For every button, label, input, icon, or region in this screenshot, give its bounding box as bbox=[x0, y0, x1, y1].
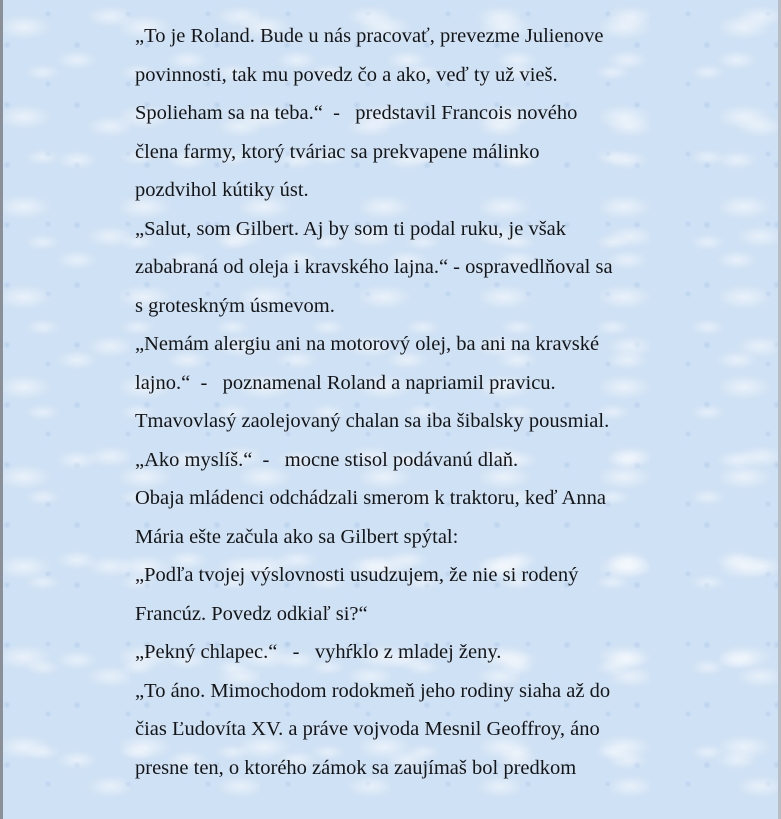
text-line: čias Ľudovíta XV. a práve vojvoda Mesnil Geoffroy, áno bbox=[135, 718, 600, 740]
text-line: „Podľa tvojej výslovnosti usudzujem, že nie si rodený bbox=[135, 564, 579, 586]
text-line: Mária ešte začula ako sa Gilbert spýtal: bbox=[135, 525, 459, 548]
text-line: „Salut, som Gilbert. Aj by som ti podal ruku, je však bbox=[135, 217, 567, 240]
text-line: „Pekný chlapec.“ - vyhŕklo z mladej ženy. bbox=[135, 641, 502, 663]
text-line: povinnosti, tak mu povedz čo a ako, veď ty už vieš. bbox=[135, 63, 558, 86]
text-line: „Ako myslíš.“ - mocne stisol podávanú dlaň. bbox=[135, 448, 519, 471]
text-line: pozdvihol kútiky úst. bbox=[135, 179, 309, 201]
text-line: člena farmy, ktorý tváriac sa prekvapene málinko bbox=[135, 140, 540, 163]
text-line: Tmavovlasý zaolejovaný chalan sa iba šibalsky pousmial. bbox=[135, 410, 610, 432]
text-line: Obaja mládenci odchádzali smerom k traktoru, keď Anna bbox=[135, 487, 606, 509]
text-line: „Nemám alergiu ani na motorový olej, ba ani na kravské bbox=[135, 333, 600, 355]
text-line: zababraná od oleja i kravského lajna.“ - ospravedlňoval sa bbox=[135, 256, 613, 278]
text-line: „To je Roland. Bude u nás pracovať, prevezme Julienove bbox=[135, 25, 604, 47]
text-line: lajno.“ - poznamenal Roland a napriamil pravicu. bbox=[135, 371, 556, 394]
text-line: Spolieham sa na teba.“ - predstavil Francois nového bbox=[135, 102, 578, 124]
window-left-edge bbox=[0, 0, 3, 819]
text-line: „To áno. Mimochodom rodokmeň jeho rodiny siaha až do bbox=[135, 679, 611, 702]
text-line: presne ten, o ktorého zámok sa zaujímaš bol predkom bbox=[135, 756, 577, 779]
text-line: s groteskným úsmevom. bbox=[135, 294, 335, 317]
text-line: Francúz. Povedz odkiaľ si?“ bbox=[135, 602, 368, 625]
story-text bbox=[135, 20, 735, 790]
